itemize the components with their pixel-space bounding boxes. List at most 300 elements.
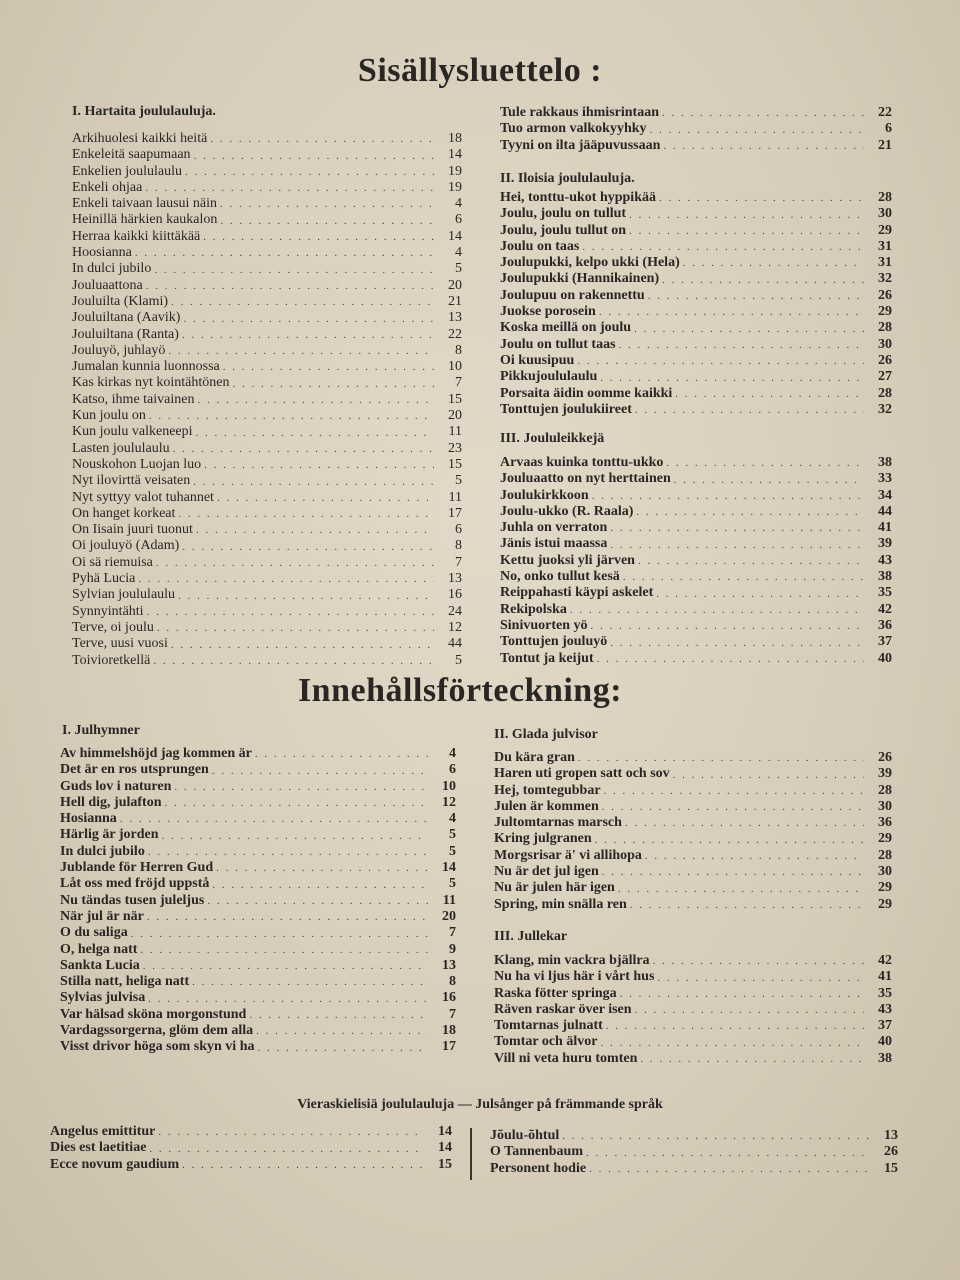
entry-title: Tonttujen jouluyö bbox=[500, 634, 608, 650]
dot-leader bbox=[223, 359, 434, 373]
toc-entry bbox=[500, 455, 892, 471]
section-heading-fi-2: II. Iloisia joululauluja. bbox=[500, 171, 635, 186]
toc-entry bbox=[494, 953, 892, 969]
toc-entry bbox=[72, 441, 462, 457]
toc-entry bbox=[50, 1124, 452, 1140]
dot-leader bbox=[623, 569, 864, 583]
dot-leader bbox=[586, 1145, 870, 1159]
dot-leader bbox=[148, 991, 428, 1005]
dot-leader bbox=[619, 337, 864, 351]
toc-entry bbox=[500, 138, 892, 154]
entry-page-number: 28 bbox=[878, 847, 892, 863]
entry-title: Vardagssorgerna, glöm dem alla bbox=[60, 1023, 254, 1039]
toc-entry bbox=[72, 180, 462, 196]
toc-entry bbox=[60, 844, 456, 860]
entry-title: Enkeli ohjaa bbox=[72, 179, 143, 195]
dot-leader bbox=[182, 1157, 424, 1171]
toc-entry bbox=[72, 343, 462, 359]
dot-leader bbox=[602, 864, 864, 878]
entry-title: Visst drivor höga som skyn vi ha bbox=[60, 1039, 255, 1055]
toc-entry bbox=[72, 636, 462, 652]
dot-leader bbox=[212, 877, 428, 891]
entry-page-number: 27 bbox=[878, 369, 892, 385]
entry-title: Hosianna bbox=[60, 811, 117, 827]
dot-leader bbox=[638, 553, 864, 567]
entry-title: Koska meillä on joulu bbox=[500, 320, 632, 336]
entry-page-number: 34 bbox=[878, 487, 892, 503]
toc-entry bbox=[494, 848, 892, 864]
entry-title: Nu är det jul igen bbox=[494, 864, 599, 880]
entry-page-number: 26 bbox=[878, 352, 892, 368]
dot-leader bbox=[145, 180, 434, 194]
dot-leader bbox=[196, 425, 434, 439]
entry-title: Kun joulu on bbox=[72, 408, 146, 424]
toc-entry bbox=[72, 245, 462, 261]
toc-entry bbox=[72, 131, 462, 147]
dot-leader bbox=[196, 522, 434, 536]
toc-entry bbox=[500, 402, 892, 418]
toc-entry bbox=[500, 337, 892, 353]
entry-title: Nyt ilovirttä veisaten bbox=[72, 473, 191, 489]
entry-page-number: 11 bbox=[448, 424, 462, 440]
dot-leader bbox=[589, 1161, 870, 1175]
entry-page-number: 13 bbox=[884, 1128, 898, 1143]
dot-leader bbox=[143, 958, 428, 972]
entry-title: Haren uti gropen satt och sov bbox=[494, 766, 670, 782]
entry-title: Jouluiltana (Ranta) bbox=[72, 326, 179, 342]
swedish-hymns-list bbox=[60, 746, 456, 1056]
entry-title: Nu ha vi ljus här i vårt hus bbox=[494, 969, 655, 985]
entry-title: Räven raskar över isen bbox=[494, 1001, 632, 1017]
entry-page-number: 43 bbox=[878, 552, 892, 568]
dot-leader bbox=[673, 767, 864, 781]
toc-entry bbox=[500, 553, 892, 569]
toc-entry bbox=[72, 506, 462, 522]
entry-title: On Iisain juuri tuonut bbox=[72, 522, 193, 538]
entry-page-number: 5 bbox=[449, 843, 456, 859]
dot-leader bbox=[193, 474, 434, 488]
dot-leader bbox=[635, 402, 864, 416]
dot-leader bbox=[663, 138, 864, 152]
dot-leader bbox=[220, 196, 434, 210]
toc-entry bbox=[494, 1018, 892, 1034]
dot-leader bbox=[602, 799, 864, 813]
entry-title: Var hälsad sköna morgonstund bbox=[60, 1006, 247, 1022]
entry-title: Angelus emittitur bbox=[50, 1124, 156, 1139]
entry-title: Av himmelshöjd jag kommen är bbox=[60, 746, 252, 761]
entry-page-number: 14 bbox=[442, 860, 456, 876]
entry-page-number: 8 bbox=[455, 538, 462, 554]
entry-page-number: 5 bbox=[449, 827, 456, 843]
dot-leader bbox=[197, 392, 434, 406]
toc-entry bbox=[72, 408, 462, 424]
entry-page-number: 6 bbox=[455, 212, 462, 228]
entry-title: Jultomtarnas marsch bbox=[494, 815, 622, 831]
finnish-hymns-continued-list bbox=[500, 105, 892, 154]
entry-page-number: 8 bbox=[449, 974, 456, 990]
entry-title: Pikkujoululaulu bbox=[500, 369, 598, 385]
entry-title: Terve, uusi vuosi bbox=[72, 636, 168, 652]
toc-entry bbox=[72, 604, 462, 620]
entry-title: Jouluiltana (Aavik) bbox=[72, 310, 181, 326]
entry-page-number: 30 bbox=[878, 336, 892, 352]
toc-entry bbox=[60, 762, 456, 778]
dot-leader bbox=[582, 239, 864, 253]
entry-page-number: 21 bbox=[448, 293, 462, 309]
dot-leader bbox=[140, 942, 428, 956]
toc-entry bbox=[500, 271, 892, 287]
toc-entry bbox=[500, 369, 892, 385]
toc-entry bbox=[72, 147, 462, 163]
entry-page-number: 5 bbox=[455, 473, 462, 489]
toc-entry bbox=[72, 522, 462, 538]
toc-entry bbox=[494, 766, 892, 782]
toc-entry bbox=[500, 288, 892, 304]
entry-title: Sinivuorten yö bbox=[500, 617, 588, 633]
entry-title: Sankta Lucia bbox=[60, 957, 140, 973]
entry-page-number: 18 bbox=[442, 1023, 456, 1039]
entry-page-number: 40 bbox=[878, 650, 892, 666]
dot-leader bbox=[600, 370, 864, 384]
foreign-songs-title: Vieraskielisiä joululauluja — Julsånger på främmande språk bbox=[297, 1097, 663, 1112]
dot-leader bbox=[629, 223, 864, 237]
toc-entry bbox=[490, 1128, 898, 1144]
entry-page-number: 26 bbox=[884, 1144, 898, 1160]
entry-page-number: 8 bbox=[455, 342, 462, 358]
toc-entry bbox=[60, 974, 456, 990]
toc-entry bbox=[500, 223, 892, 239]
toc-entry bbox=[500, 121, 892, 137]
dot-leader bbox=[653, 953, 864, 967]
entry-title: No, onko tullut kesä bbox=[500, 569, 620, 585]
dot-leader bbox=[610, 520, 864, 534]
entry-title: Lasten joululaulu bbox=[72, 440, 170, 456]
toc-entry bbox=[60, 942, 456, 958]
toc-entry bbox=[72, 538, 462, 554]
dot-leader bbox=[630, 897, 864, 911]
toc-entry bbox=[72, 261, 462, 277]
dot-leader bbox=[256, 1023, 428, 1037]
dot-leader bbox=[640, 1051, 864, 1065]
entry-page-number: 21 bbox=[878, 137, 892, 153]
dot-leader bbox=[610, 537, 864, 551]
toc-entry bbox=[494, 1034, 892, 1050]
entry-page-number: 14 bbox=[438, 1140, 452, 1156]
entry-page-number: 29 bbox=[878, 222, 892, 238]
toc-entry bbox=[490, 1161, 898, 1177]
entry-page-number: 22 bbox=[878, 105, 892, 120]
entry-title: Enkeli taivaan lausui näin bbox=[72, 196, 218, 212]
dot-leader bbox=[173, 441, 434, 455]
entry-title: Juhla on verraton bbox=[500, 520, 608, 536]
toc-entry bbox=[500, 585, 892, 601]
entry-title: Joulupukki, kelpo ukki (Hela) bbox=[500, 255, 680, 271]
entry-title: Joulupukki (Hannikainen) bbox=[500, 271, 660, 287]
toc-entry bbox=[494, 897, 892, 913]
entry-title: In dulci jubilo bbox=[60, 843, 145, 859]
entry-title: Jouluyö, juhlayö bbox=[72, 342, 166, 358]
entry-title: Reippahasti käypi askelet bbox=[500, 585, 654, 601]
dot-leader bbox=[604, 783, 864, 797]
toc-entry bbox=[494, 880, 892, 896]
toc-entry bbox=[60, 795, 456, 811]
entry-page-number: 16 bbox=[448, 587, 462, 603]
dot-leader bbox=[178, 588, 434, 602]
swedish-games-list bbox=[494, 953, 892, 1067]
toc-entry bbox=[494, 864, 892, 880]
entry-title: Härlig är jorden bbox=[60, 827, 159, 843]
section-heading-sv-3: III. Jullekar bbox=[494, 929, 568, 944]
entry-page-number: 5 bbox=[455, 261, 462, 277]
dot-leader bbox=[182, 539, 434, 553]
entry-title: Hei, tonttu-ukot hyppikää bbox=[500, 190, 656, 205]
dot-leader bbox=[131, 926, 428, 940]
entry-title: Arkihuolesi kaikki heitä bbox=[72, 131, 208, 146]
toc-entry bbox=[72, 620, 462, 636]
entry-page-number: 28 bbox=[878, 320, 892, 336]
dot-leader bbox=[147, 909, 428, 923]
finnish-hymns-list bbox=[72, 131, 462, 669]
entry-title: In dulci jubilo bbox=[72, 261, 152, 277]
entry-title: Låt oss med fröjd uppstå bbox=[60, 876, 210, 892]
toc-entry bbox=[72, 196, 462, 212]
entry-title: Guds lov i naturen bbox=[60, 778, 172, 794]
toc-entry bbox=[60, 1023, 456, 1039]
entry-page-number: 36 bbox=[878, 617, 892, 633]
entry-title: Kring julgranen bbox=[494, 831, 592, 847]
entry-title: Joulu-ukko (R. Raala) bbox=[500, 503, 634, 519]
dot-leader bbox=[212, 763, 428, 777]
entry-page-number: 15 bbox=[448, 391, 462, 407]
finnish-happy-songs-list bbox=[500, 190, 892, 418]
toc-entry bbox=[60, 860, 456, 876]
entry-title: Ecce novum gaudium bbox=[50, 1156, 180, 1172]
entry-page-number: 28 bbox=[878, 190, 892, 205]
toc-entry bbox=[72, 310, 462, 326]
entry-page-number: 13 bbox=[448, 310, 462, 326]
entry-page-number: 15 bbox=[884, 1160, 898, 1176]
entry-page-number: 41 bbox=[878, 520, 892, 536]
toc-entry bbox=[500, 569, 892, 585]
dot-leader bbox=[629, 207, 864, 221]
dot-leader bbox=[216, 860, 428, 874]
dot-leader bbox=[578, 750, 864, 764]
entry-page-number: 31 bbox=[878, 238, 892, 254]
entry-title: Vill ni veta huru tomten bbox=[494, 1050, 638, 1066]
dot-leader bbox=[592, 488, 864, 502]
entry-title: Enkeleitä saapumaan bbox=[72, 147, 191, 163]
entry-title: Oi sä riemuisa bbox=[72, 554, 153, 570]
toc-entry bbox=[72, 164, 462, 180]
toc-entry bbox=[72, 327, 462, 343]
entry-page-number: 10 bbox=[442, 778, 456, 794]
entry-page-number: 12 bbox=[448, 619, 462, 635]
entry-title: O Tannenbaum bbox=[490, 1144, 583, 1160]
entry-title: Hej, tomtegubbar bbox=[494, 782, 601, 798]
entry-title: Nyt syttyy valot tuhannet bbox=[72, 489, 214, 505]
toc-entry bbox=[50, 1157, 452, 1173]
entry-title: Joulu, joulu on tullut bbox=[500, 206, 627, 222]
entry-title: Nu tändas tusen juleljus bbox=[60, 892, 205, 908]
entry-page-number: 38 bbox=[878, 569, 892, 585]
toc-entry bbox=[500, 353, 892, 369]
entry-page-number: 28 bbox=[878, 782, 892, 798]
entry-page-number: 13 bbox=[448, 571, 462, 587]
entry-title: Tule rakkaus ihmisrintaan bbox=[500, 105, 659, 120]
entry-page-number: 11 bbox=[448, 489, 462, 505]
entry-page-number: 10 bbox=[448, 359, 462, 375]
dot-leader bbox=[135, 245, 434, 259]
entry-page-number: 7 bbox=[455, 375, 462, 391]
toc-entry bbox=[494, 986, 892, 1002]
dot-leader bbox=[204, 457, 434, 471]
toc-entry bbox=[490, 1144, 898, 1160]
entry-page-number: 14 bbox=[448, 147, 462, 163]
entry-page-number: 30 bbox=[878, 206, 892, 222]
entry-page-number: 18 bbox=[448, 131, 462, 146]
toc-entry bbox=[72, 375, 462, 391]
entry-page-number: 37 bbox=[878, 1018, 892, 1034]
toc-entry bbox=[72, 653, 462, 669]
entry-page-number: 20 bbox=[448, 408, 462, 424]
entry-page-number: 7 bbox=[449, 925, 456, 941]
entry-title: Joulu on taas bbox=[500, 238, 580, 254]
entry-page-number: 29 bbox=[878, 880, 892, 896]
entry-page-number: 6 bbox=[455, 522, 462, 538]
toc-entry bbox=[60, 876, 456, 892]
entry-page-number: 38 bbox=[878, 455, 892, 470]
entry-title: Jumalan kunnia luonnossa bbox=[72, 359, 220, 375]
dot-leader bbox=[666, 455, 864, 469]
toc-entry bbox=[60, 909, 456, 925]
section-heading-sv-2: II. Glada julvisor bbox=[494, 727, 598, 742]
toc-entry bbox=[72, 571, 462, 587]
entry-title: Nu är julen här igen bbox=[494, 880, 615, 896]
dot-leader bbox=[232, 376, 434, 390]
toc-entry bbox=[500, 471, 892, 487]
dot-leader bbox=[255, 746, 428, 760]
entry-page-number: 31 bbox=[878, 255, 892, 271]
entry-page-number: 43 bbox=[878, 1001, 892, 1017]
entry-page-number: 6 bbox=[449, 762, 456, 778]
entry-page-number: 35 bbox=[878, 985, 892, 1001]
section-heading-fi-1: I. Hartaita joululauluja. bbox=[72, 104, 216, 119]
dot-leader bbox=[171, 294, 434, 308]
toc-entry bbox=[500, 488, 892, 504]
dot-leader bbox=[168, 343, 434, 357]
entry-page-number: 13 bbox=[442, 957, 456, 973]
entry-page-number: 4 bbox=[449, 746, 456, 761]
entry-title: Det är en ros utsprungen bbox=[60, 762, 209, 778]
dot-leader bbox=[217, 490, 434, 504]
dot-leader bbox=[203, 229, 434, 243]
entry-page-number: 39 bbox=[878, 766, 892, 782]
dot-leader bbox=[674, 472, 864, 486]
entry-title: Herraa kaikki kiittäkää bbox=[72, 228, 201, 244]
entry-page-number: 32 bbox=[878, 401, 892, 417]
entry-page-number: 17 bbox=[448, 505, 462, 521]
toc-entry bbox=[500, 386, 892, 402]
dot-leader bbox=[192, 974, 428, 988]
entry-page-number: 14 bbox=[448, 228, 462, 244]
dot-leader bbox=[659, 190, 864, 204]
toc-entry bbox=[60, 925, 456, 941]
dot-leader bbox=[138, 571, 434, 585]
entry-page-number: 7 bbox=[455, 554, 462, 570]
entry-title: Juokse porosein bbox=[500, 304, 596, 320]
toc-entry bbox=[72, 473, 462, 489]
dot-leader bbox=[562, 1128, 870, 1142]
entry-page-number: 29 bbox=[878, 896, 892, 912]
dot-leader bbox=[595, 832, 864, 846]
dot-leader bbox=[662, 105, 864, 119]
section-heading-sv-1: I. Julhymner bbox=[62, 723, 140, 738]
entry-page-number: 20 bbox=[448, 277, 462, 293]
dot-leader bbox=[249, 1007, 428, 1021]
column-divider bbox=[470, 1128, 472, 1180]
toc-entry bbox=[500, 536, 892, 552]
toc-entry bbox=[72, 294, 462, 310]
dot-leader bbox=[178, 506, 434, 520]
entry-title: Nouskohon Luojan luo bbox=[72, 456, 202, 472]
entry-page-number: 39 bbox=[878, 536, 892, 552]
entry-title: Synnyintähti bbox=[72, 603, 144, 619]
entry-title: Heinillä härkien kaukalon bbox=[72, 212, 218, 228]
entry-title: Sylvias julvisa bbox=[60, 990, 146, 1006]
toc-entry bbox=[500, 618, 892, 634]
toc-entry bbox=[500, 105, 892, 121]
entry-title: Porsaita äidin oomme kaikki bbox=[500, 385, 673, 401]
toc-entry bbox=[500, 190, 892, 206]
entry-title: Tuo armon valkokyyhky bbox=[500, 121, 647, 137]
entry-title: Personent hodie bbox=[490, 1160, 587, 1176]
dot-leader bbox=[194, 148, 434, 162]
entry-title: Tonttujen joulukiireet bbox=[500, 401, 632, 417]
dot-leader bbox=[662, 272, 864, 286]
toc-entry bbox=[494, 1002, 892, 1018]
toc-entry bbox=[50, 1140, 452, 1156]
entry-title: Hoosianna bbox=[72, 245, 132, 261]
toc-entry bbox=[60, 779, 456, 795]
entry-title: Tyyni on ilta jääpuvussaan bbox=[500, 137, 661, 153]
entry-title: Du kära gran bbox=[494, 750, 575, 765]
entry-page-number: 40 bbox=[878, 1034, 892, 1050]
dot-leader bbox=[675, 386, 864, 400]
toc-entry bbox=[60, 990, 456, 1006]
entry-title: Kun joulu valkeneepi bbox=[72, 424, 193, 440]
toc-entry bbox=[72, 359, 462, 375]
toc-entry bbox=[494, 815, 892, 831]
foreign-songs-left-list bbox=[50, 1124, 452, 1173]
entry-page-number: 32 bbox=[878, 271, 892, 287]
entry-title: Joulu on tullut taas bbox=[500, 336, 616, 352]
entry-title: Tomtarnas julnatt bbox=[494, 1018, 603, 1034]
toc-entry bbox=[500, 634, 892, 650]
dot-leader bbox=[657, 970, 864, 984]
dot-leader bbox=[606, 1018, 864, 1032]
toc-entry bbox=[60, 1007, 456, 1023]
entry-page-number: 23 bbox=[448, 440, 462, 456]
entry-page-number: 6 bbox=[885, 121, 892, 137]
dot-leader bbox=[210, 131, 434, 145]
dot-leader bbox=[174, 779, 428, 793]
toc-entry bbox=[500, 520, 892, 536]
entry-title: Morgsrisar ä' vi allihopa bbox=[494, 847, 642, 863]
entry-page-number: 44 bbox=[878, 503, 892, 519]
dot-leader bbox=[149, 1141, 424, 1155]
dot-leader bbox=[157, 620, 434, 634]
dot-leader bbox=[220, 213, 434, 227]
